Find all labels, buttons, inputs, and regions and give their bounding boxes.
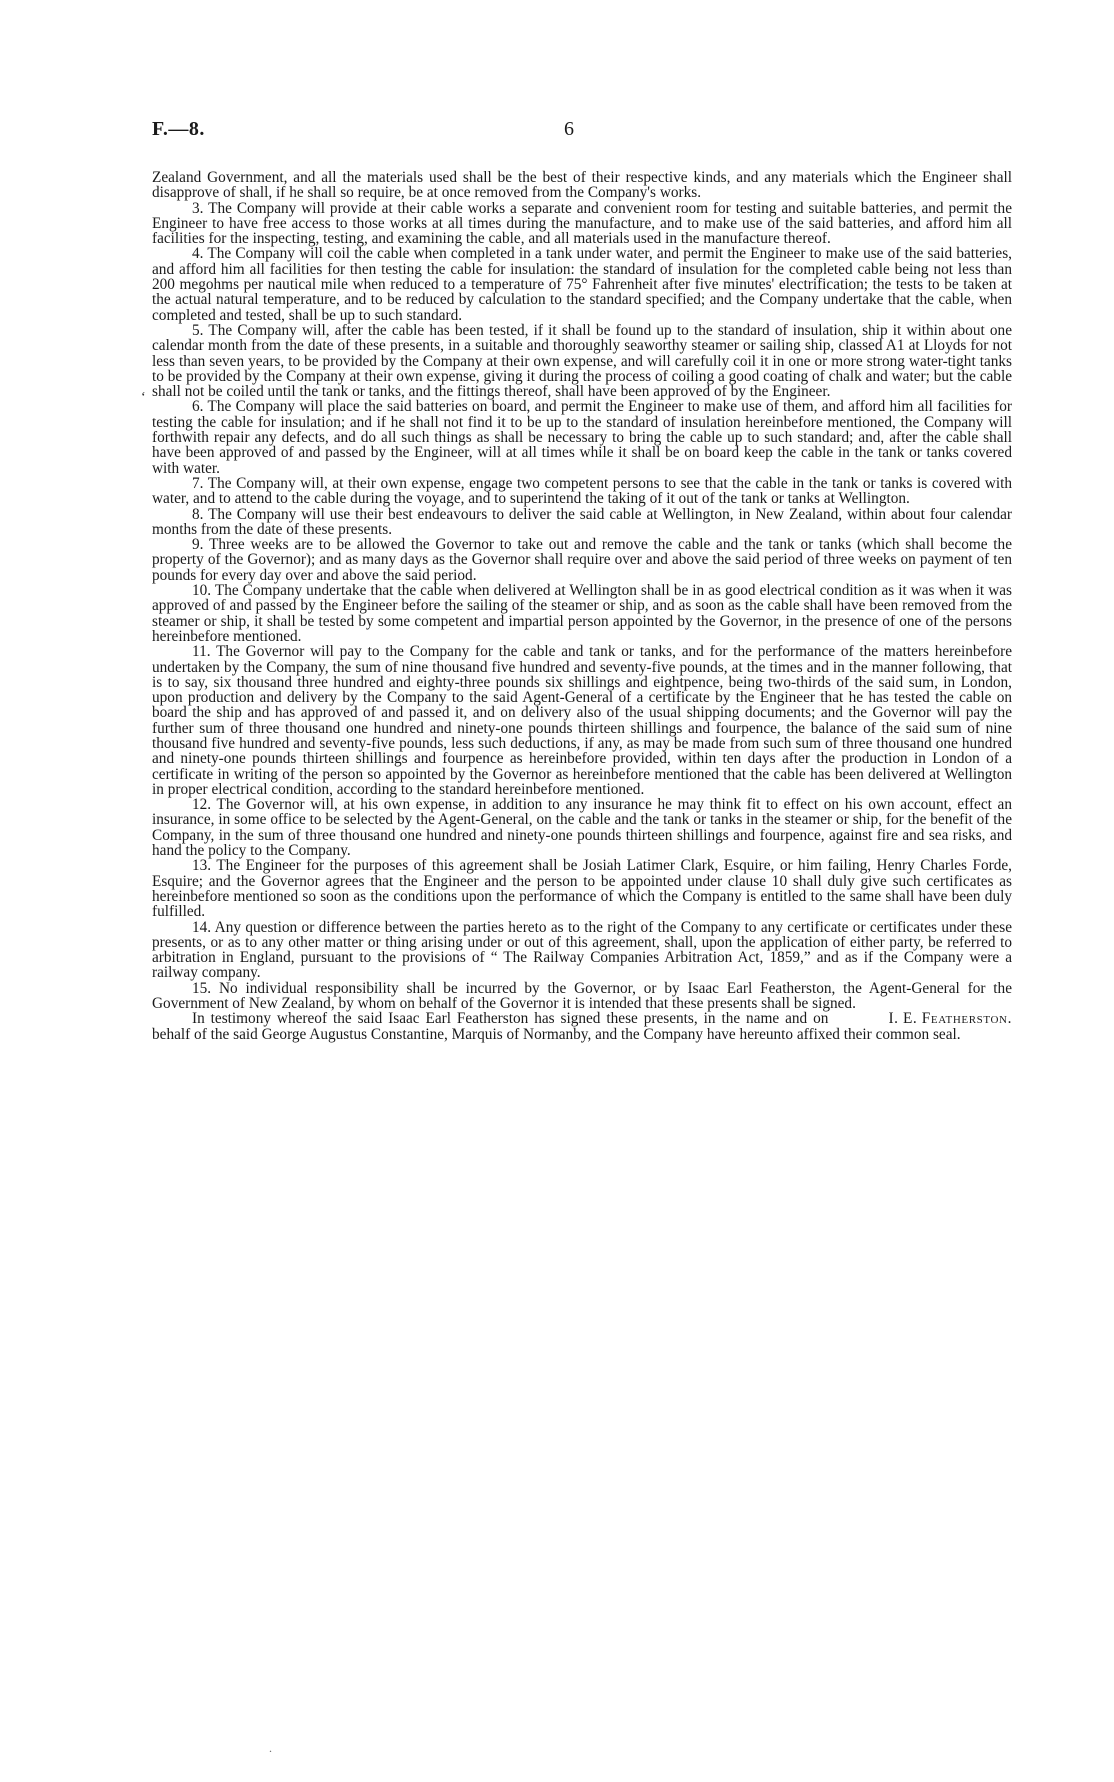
document-id: F.—8. bbox=[152, 118, 205, 140]
signature: I. E. Featherston. bbox=[888, 1010, 1012, 1028]
clause-12: 12. The Governor will, at his own expense, in addition to any insurance he may think fit to effect on his own account, effect an insurance, in some office to be selected by the Agent-General, on the cable and the tank or tanks in the steamer or ship, for the benefit of the Company, in the sum of three thousand one hundred and ninety-one pounds thirteen shillings and fourpence, against fire and sea risks, and hand the policy to the Company. bbox=[152, 796, 1012, 860]
clause-9: 9. Three weeks are to be allowed the Governor to take out and remove the cable and the tank or tanks (which shall become the property of the Governor); and as many days as the Governor shall require over and above the said period of three weeks on payment of ten pounds for every day over and above the said period. bbox=[152, 536, 1012, 584]
clause-5: 5. The Company will, after the cable has been tested, if it shall be found up to the standard of insulation, ship it within about one calendar month from the date of these presents, in a suitable and thoroughly seaworthy steamer or sailing ship, classed A1 at Lloyds for not less than seven years, to be provided by the Company at their own expense, and will carefully coil it in one or more strong water-tight tanks to be provided by the Company at their own expense, giving it during the process of coiling a good coating of chalk and water; but the cable shall not be coiled until the tank or tanks, and the fittings thereof, shall have been approved of by the Engineer. bbox=[152, 321, 1012, 401]
clause-15: 15. No individual responsibility shall be incurred by the Governor, or by Isaac Earl Featherston, the Agent-General for the Government of New Zealand, by whom on behalf of the Governor it is intended that these presents shall be signed. bbox=[152, 979, 1012, 1013]
margin-mark: ‘ bbox=[141, 390, 146, 405]
clause-6: 6. The Company will place the said batteries on board, and permit the Engineer to make use of them, and afford him all facilities for testing the cable for insulation; and if he shall not find it to be up to the standard of insulation hereinbefore mentioned, the Company will forthwith repair any defects, and do all such things as shall be necessary to bring the cable up to such standard; and, after the cable shall have been approved of and passed by the Engineer, will at all times while it shall be on board keep the cable in the tank or tanks covered with water. bbox=[152, 398, 1012, 477]
clause-13: 13. The Engineer for the purposes of this agreement shall be Josiah Latimer Clark, Esquire, or him failing, Henry Charles Forde, Esquire; and the Governor agrees that the Engineer and the person to be appointed under clause 10 shall duly give such certificates as hereinbefore mentioned so soon as the conditions upon the performance of which the Company is entitled to the same shall have been duly fulfilled. bbox=[152, 857, 1012, 921]
testimony-text: In testimony whereof the said Isaac Earl Featherston has signed these presents, in the name and on behalf of the said George Augustus Constantine, Marquis of Normanby, and the Company have hereunto affixed their common seal. bbox=[152, 1010, 961, 1043]
page-number: 6 bbox=[564, 118, 574, 140]
clause-11: 11. The Governor will pay to the Company for the cable and tank or tanks, and for the performance of the matters hereinbefore undertaken by the Company, the sum of nine thousand five hundred and seventy-five pounds, at the times and in the manner following, that is to say, six thousand three hundred and eighty-three pounds six shillings and eightpence, being two-thirds of the said sum, in London, upon production and delivery by the Company to the said Agent-General of a certificate by the Engineer that he has tested the cable on board the ship and has approved of and passed it, and on delivery also of the usual shipping documents; and the Governor will pay the further sum of three thousand one hundred and ninety-one pounds thirteen shillings and fourpence, the balance of the said sum of nine thousand five hundred and seventy-five pounds, less such deductions, if any, as may be made from such sum of three thousand one hundred and ninety-one pounds thirteen shillings and fourpence as hereinbefore provided, within ten days after the production in London of a certificate in writing of the person so appointed by the Governor as hereinbefore mentioned that the cable has been delivered at Wellington in proper electrical condition, according to the standard hereinbefore mentioned. bbox=[152, 643, 1012, 798]
clause-7: 7. The Company will, at their own expense, engage two competent persons to see that the cable in the tank or tanks is covered with water, and to attend to the cable during the voyage, and to superintend the taking of it out of the tank or tanks at Wellington. bbox=[152, 474, 1012, 508]
page-header bbox=[152, 118, 1012, 146]
clause-3: 3. The Company will provide at their cable works a separate and convenient room for testing and suitable batteries, and permit the Engineer to have free access to those works at all times during the manufacture, and to make use of the said batteries, and afford him all facilities for the inspecting, testing, and examining the cable, and all materials used in the manufacture thereof. bbox=[152, 199, 1012, 248]
testimony-paragraph bbox=[152, 1011, 1012, 1042]
paragraph-continuation: Zealand Government, and all the materials used shall be the best of their respective kinds, and any materials which the Engineer shall disapprove of shall, if he shall so require, be at once removed from the Company's works. bbox=[152, 169, 1012, 202]
scan-mark: . bbox=[269, 1741, 272, 1755]
clause-8: 8. The Company will use their best endeavours to deliver the said cable at Wellington, in New Zealand, within about four calendar months from the date of these presents. bbox=[152, 505, 1012, 538]
document-body bbox=[152, 170, 1012, 1042]
clause-10: 10. The Company undertake that the cable when delivered at Wellington shall be in as good electrical condition as it was when it was approved of and passed by the Engineer before the sailing of the steamer or ship, and as soon as the cable shall have been removed from the steamer or ship, it shall be tested by some competent and impartial person appointed by the Governor, in the presence of one of the persons hereinbefore mentioned. bbox=[152, 582, 1012, 645]
clause-4: 4. The Company will coil the cable when completed in a tank under water, and permit the Engineer to make use of the said batteries, and afford him all facilities for then testing the cable for insulation: the standard of insulation for the completed cable being not less than 200 megohms per nautical mile when reduced to a temperature of 75° Fahrenheit after five minutes' electrification; the tests to be taken at the actual natural temperature, and to be reduced by calculation to the standard specified; and the Company undertake that the cable, when completed and tested, shall be up to such standard. bbox=[152, 245, 1012, 324]
clause-14: 14. Any question or difference between the parties hereto as to the right of the Company to any certificate or certificates under these presents, or as to any other matter or thing arising under or out of this agreement, shall, upon the application of either party, be referred to arbitration in England, pursuant to the provisions of “ The Railway Companies Arbitration Act, 1859,” and as if the Company were a railway company. bbox=[152, 918, 1012, 982]
